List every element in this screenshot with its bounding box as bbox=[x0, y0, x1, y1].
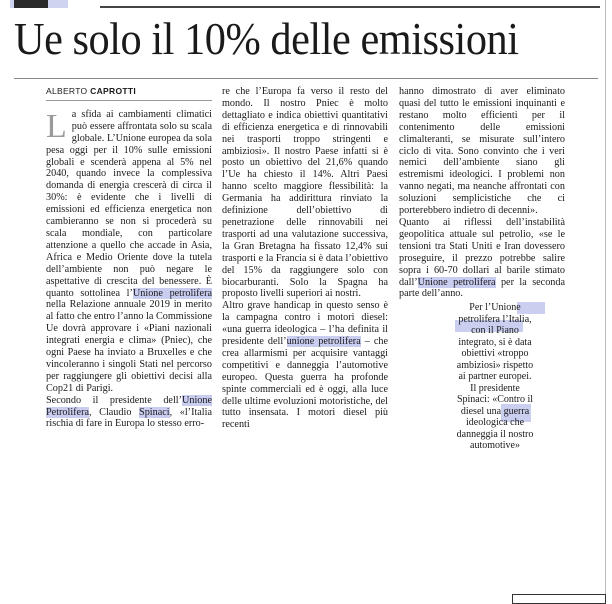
text-run: , «l’Italia rischia di fare in Europa lo stesso erro- bbox=[46, 406, 212, 430]
drop-cap: L bbox=[46, 107, 67, 145]
paragraph bbox=[222, 300, 388, 431]
paragraph: hanno dimostrato di aver eliminato quasi del tutto le emissioni inquinanti e restano molto efficienti per il contenimento delle emissioni climalteranti, se misurate sull’intero ciclo di vita. Sono convinto che i veri nemici dell’ambiente siano gli estremismi ideologici. I problemi non vanno negati, ma neanche affrontati con soluzioni semplicistiche che ci porterebbero indietro di decenni». bbox=[399, 86, 565, 217]
pull-quote bbox=[455, 302, 535, 452]
text-run: Secondo il presidente dell’ bbox=[46, 394, 182, 406]
text-run: , Claudio bbox=[89, 406, 140, 418]
highlighted-term: unione petrolifera bbox=[286, 336, 361, 348]
byline-last: CAPROTTI bbox=[90, 86, 136, 96]
text-run: per la seconda parte dell’anno. bbox=[399, 276, 566, 300]
highlight-box bbox=[517, 302, 545, 314]
highlighted-term: Spinaci bbox=[139, 406, 170, 418]
text-run: Altro grave handicap in questo senso è la campagna contro i motori diesel: «una guerra ideologica – l’ha definita il presidente dell’ bbox=[222, 300, 388, 348]
article-column-2 bbox=[222, 86, 388, 431]
article-column-3 bbox=[399, 86, 565, 300]
previous-headline-fragment bbox=[0, 0, 612, 8]
paragraph bbox=[46, 395, 212, 431]
text-run: nella Relazione annuale 2019 in merito al fatto che entro l’anno la Commissione Ue dovrà approvare i «Piani nazionali integrati energia e clima» (Pniec), che ogni Paese ha inviato a Bruxelles e che vincoleranno i singoli Stati nel percorso per raggiungere gli obiettivi decisi alla Cop21 di Parigi. bbox=[46, 299, 212, 394]
text-run: – che crea allarmismi per acquisire vantaggi competitivi e danneggia l’automotive europeo. Questa guerra ha profonde spinte commerciali ed è oggi, alla luce delle ultime evoluzioni motoristiche, del tutto insensata. I motori diesel più recenti bbox=[222, 336, 388, 431]
byline bbox=[46, 86, 212, 101]
paragraph: re che l’Europa fa verso il resto del mondo. Il nostro Pniec è molto dettagliato e indica obiettivi quantitativi di efficienza energetica e di rinnovabili nei trasporti troppo stringenti e ambiziosi». Il nostro Paese infatti si è posto un obiettivo del 21,6% quando l’Ue ha chiesto il 14%. Altri Paesi hanno scelto maggiore flessibilità: la Germania ha addirittura rinviato la definizione dell’obiettivo di penetrazione delle rinnovabili nei trasporti ad una valutazione successiva, la Gran Bretagna ha fissato 12,4% sui trasporti e la Francia si è data l’obiettivo del 15% da raggiungere solo con biocarburanti. Solo la Spagna ha proposto livelli superiori ai nostri. bbox=[222, 86, 388, 300]
highlighted-term: Unione Petrolifera bbox=[46, 394, 212, 418]
pull-quote-text: Per l’Unione petrolifera l’Italia, con il Piano integrato, si è data obiettivi «troppo ambiziosi» rispetto ai partner europei. Il presidente Spinaci: «Contro il diesel una guerra ideologica che danneggia il nostro automotive» bbox=[456, 302, 534, 451]
highlighted-term: Unione petrolifera bbox=[417, 276, 496, 288]
page-edge-line bbox=[605, 0, 606, 600]
paragraph bbox=[399, 217, 565, 300]
paragraph bbox=[46, 109, 212, 395]
article-column-1 bbox=[46, 86, 212, 430]
cropped-letter bbox=[14, 0, 48, 8]
headline-rule bbox=[14, 78, 598, 79]
page-corner-box bbox=[512, 594, 606, 604]
byline-first: ALBERTO bbox=[46, 86, 88, 96]
headline: Ue solo il 10% delle emissioni bbox=[14, 13, 519, 64]
text-run: Quanto ai riflessi dell’instabilità geopolitica attuale sul petrolio, «se le tensioni tra Stati Uniti e Iran dovessero proseguire, il prezzo potrebbe salire sopra i 60-70 dollari al barile stimato dall’ bbox=[399, 216, 565, 288]
text-run: a sfida ai cambiamenti climatici può essere affrontata solo su scala globale. L’Unione europea da sola pesa oggi per il 10% sulle emissioni globali e scenderà appena al 5% nel 2040, quando invece la complessiva domanda di energia crescerà di circa il 30%: è evidente che i livelli di emissioni ed efficienza energetica non cambieranno se non si procederà su scala mondiale, con particolare attenzione a quello che accade in Asia, Africa e Medio Oriente dove la tutela dell’ambiente non può negare le aspettative di crescita del benessere. È quanto sottolinea l’ bbox=[46, 108, 212, 299]
cropped-text-line bbox=[100, 0, 600, 8]
highlighted-term: Unione petrolifera bbox=[132, 287, 212, 299]
